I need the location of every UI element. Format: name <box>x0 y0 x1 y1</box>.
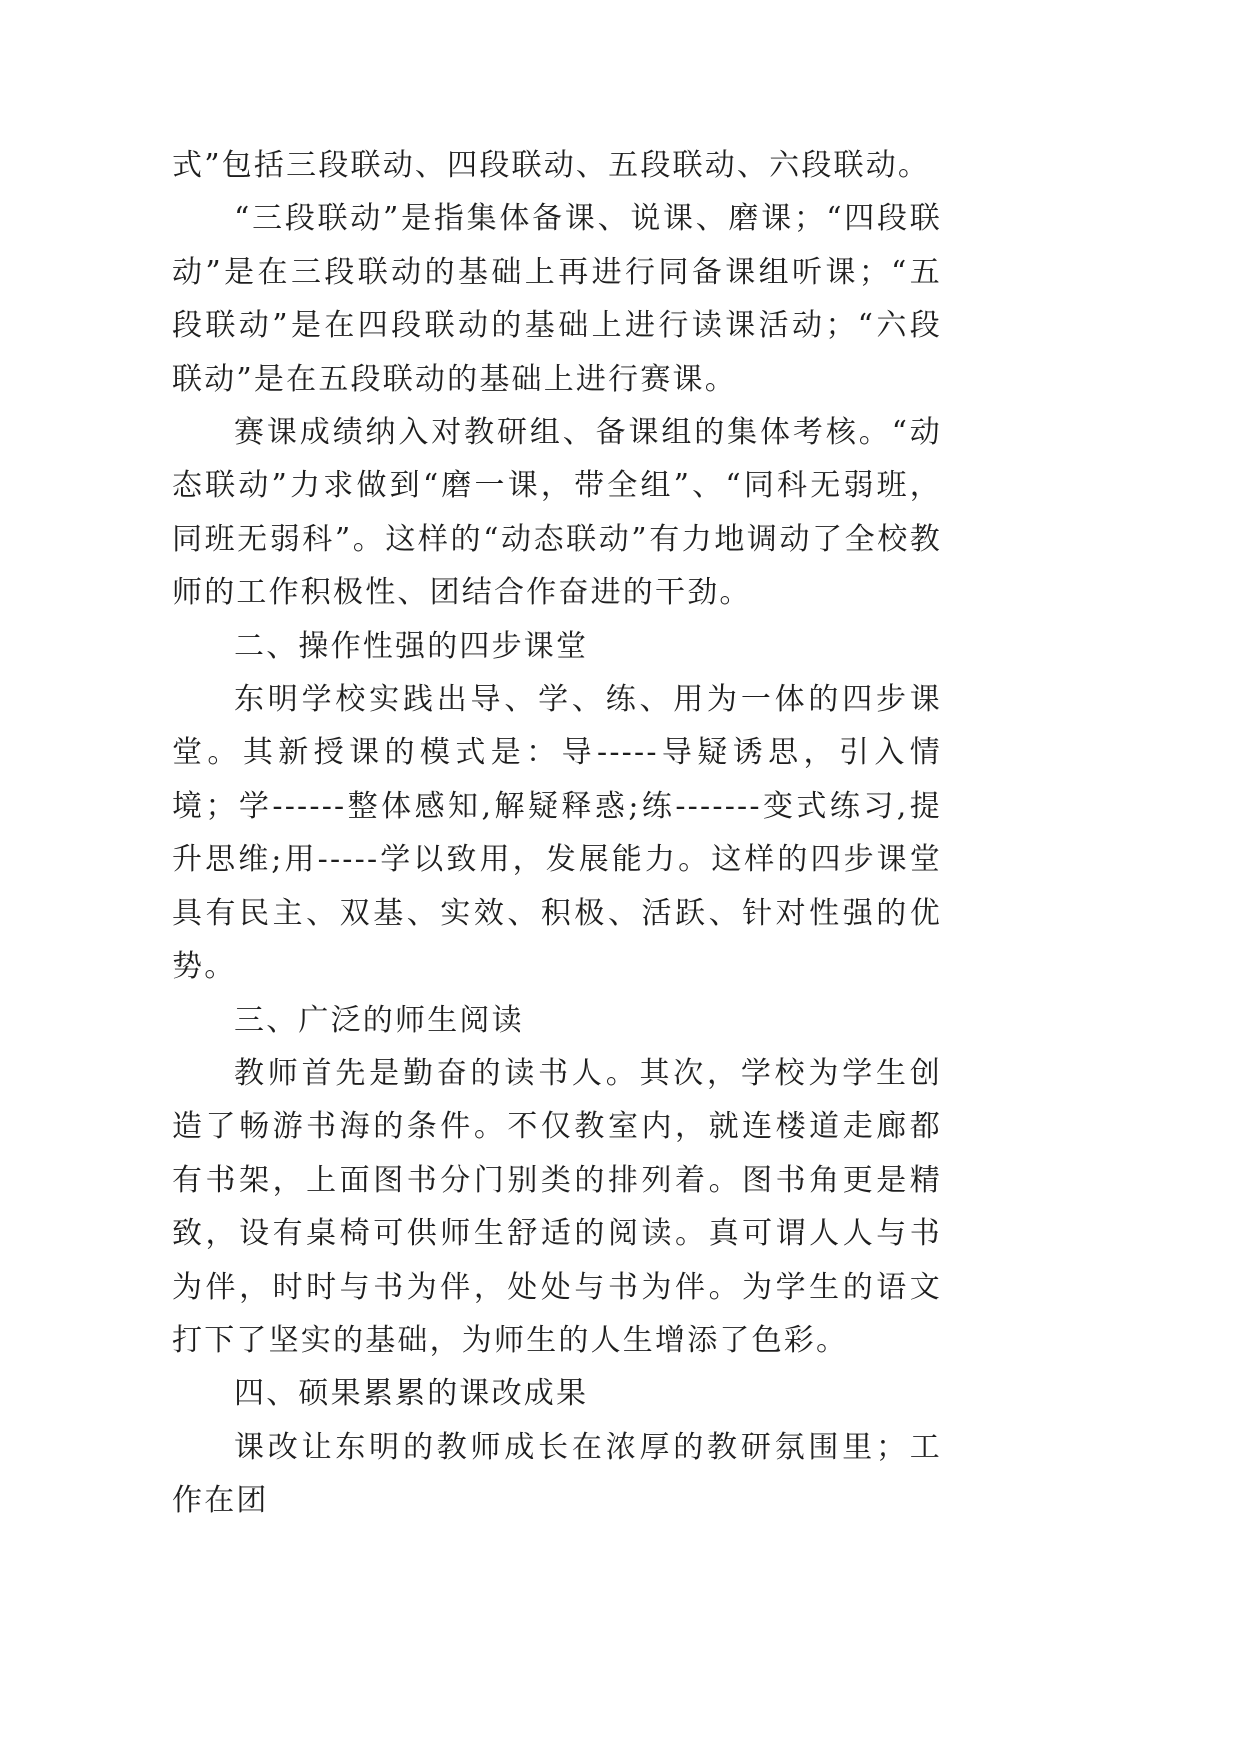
section-heading-four: 四、硕果累累的课改成果 <box>234 1376 589 1412</box>
paragraph-four-step-classroom: 东明学校实践出导、学、练、用为一体的四步课堂。其新授课的模式是：导-----导疑诱思，引入情境；学------整体感知,解疑释惑;练-------变式练习,提升思维;用-----学以致用，发展能力。这样的四步课堂具有民主、双基、实效、积极、活跃、针对性强的优势。 <box>172 682 942 985</box>
paragraph-reform-results: 课改让东明的教师成长在浓厚的教研氛围里；工作在团 <box>172 1429 942 1519</box>
paragraph-competition-assessment: 赛课成绩纳入对教研组、备课组的集体考核。“动态联动”力求做到“磨一课，带全组”、“同科无弱班，同班无弱科”。这样的“动态联动”有力地调动了全校教师的工作积极性、团结合作奋进的干劲。 <box>172 415 942 611</box>
paragraph-reading: 教师首先是勤奋的读书人。其次，学校为学生创造了畅游书海的条件。不仅教室内，就连楼道走廊都有书架，上面图书分门别类的排列着。图书角更是精致，设有桌椅可供师生舒适的阅读。真可谓人人与书为伴，时时与书为伴，处处与书为伴。为学生的语文打下了坚实的基础，为师生的人生增添了色彩。 <box>172 1055 942 1358</box>
section-heading-three: 三、广泛的师生阅读 <box>234 1002 524 1038</box>
section-heading-two: 二、操作性强的四步课堂 <box>234 628 589 664</box>
paragraph-three-stage-linkage: “三段联动”是指集体备课、说课、磨课；“四段联动”是在三段联动的基础上再进行同备课组听课；“五段联动”是在四段联动的基础上进行读课活动；“六段联动”是在五段联动的基础上进行赛课。 <box>172 201 942 397</box>
paragraph-continuation: 式”包括三段联动、四段联动、五段联动、六段联动。 <box>172 148 931 183</box>
document-body <box>172 139 942 1528</box>
